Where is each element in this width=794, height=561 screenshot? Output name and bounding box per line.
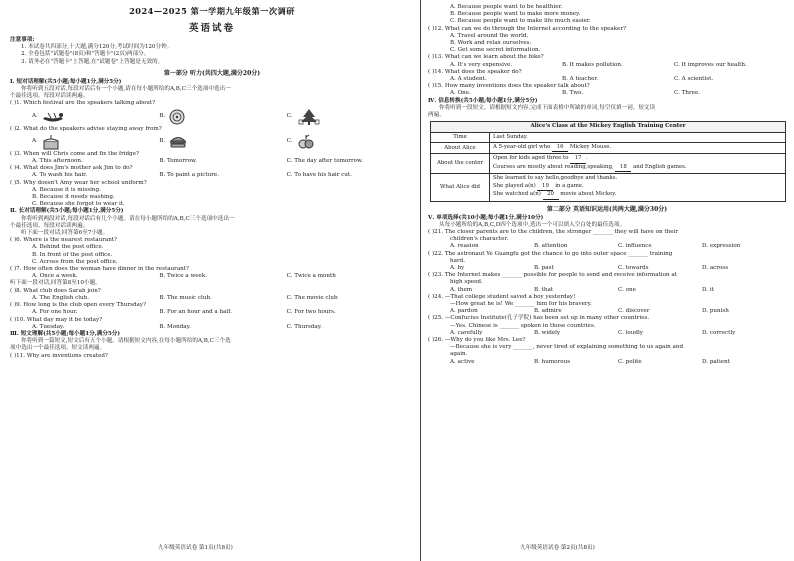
question-6-option-c: C. Across from the post office. xyxy=(32,258,118,265)
section-2-instructions: 你将听到两段对话,每段对话后有几个小题。请在每小题所给的A,B,C三个选项中选出一 xyxy=(21,215,235,222)
question-26: ( )26. —Why do you like Mrs. Lee? xyxy=(428,336,526,343)
info-table: Alice's Class at the Mickey English Training Center Time Last Sunday. About Alice A 5-year-old girl who 16 Mickey Mouse. About the center Open for kids aged three to 17 . Courses are mostly about reading,speaking, 18 and English games. What Alice did She learned to say hello,goodbye and thanks. She played a(n) 19 in a game. She watched a(n) 20 movie about Mickey. xyxy=(430,121,786,201)
note-2: 2. 全卷包括"试题卷"(8页)和"答题卡"(2页)两部分。 xyxy=(21,51,150,58)
question-23-cont: high speed. xyxy=(450,279,483,286)
blank-20[interactable]: 20 xyxy=(543,191,559,199)
question-26-options: A. active B. humorous C. polite D. patient xyxy=(450,358,730,365)
vegetables-icon xyxy=(297,134,315,150)
dragon-boat-icon xyxy=(42,110,64,124)
question-22-cont: hard. xyxy=(450,257,465,264)
question-22-options: A. by B. past C. towards D. across xyxy=(450,264,729,271)
question-11-option-b: B. Because people want to make more money. xyxy=(450,11,581,18)
question-4-options: A. To wash his hair. B. To paint a picture. C. To have his hair cut. xyxy=(32,172,352,179)
section-1-instructions: 你将听到五段对话,每段对话后有一个小题,请在每小题所给的A,B,C三个选项中选出一 xyxy=(21,86,231,93)
question-13: ( )13. What can we learn about the bike? xyxy=(428,54,544,61)
blank-19[interactable]: 19 xyxy=(537,183,553,191)
question-10-options: A. Tuesday. B. Monday. C. Thursday. xyxy=(32,323,322,330)
question-14: ( )14. What does the speaker do? xyxy=(428,68,522,75)
question-15: ( )15. How many inventions does the speaker talk about? xyxy=(428,83,590,90)
burger-icon xyxy=(169,134,187,149)
question-6: ( )6. Where is the nearest restaurant? xyxy=(10,237,118,244)
section-4-instructions-2: 两遍。 xyxy=(428,112,445,119)
exam-title: 2024—2025 第一学期九年级第一次调研 xyxy=(129,6,295,16)
part-1-heading: 第一部分 听力(共四大题,满分20分) xyxy=(163,69,261,77)
question-2: ( )2. What do the speakers advise staying away from? xyxy=(10,125,162,132)
question-24: ( )24. —That college student saved a boy yesterday! xyxy=(428,293,576,300)
question-9: ( )9. How long is the club open every Thursday? xyxy=(10,302,147,309)
question-21: ( )21. The closer parents are to the children, the stronger _______ they will have on their xyxy=(428,228,679,235)
question-15-options: A. One. B. Two. C. Three. xyxy=(450,90,701,97)
section-3-instructions-2: 项中选出一个最佳选项。短文读两遍。 xyxy=(10,345,106,352)
section-5-title: Ⅴ. 单项选择(共10小题;每小题1分,满分10分) xyxy=(428,214,544,221)
section-3-title: Ⅲ. 短文理解(共5小题;每小题1分,满分5分) xyxy=(10,330,121,337)
question-12: ( )12. What can we do through the Internet according to the speaker? xyxy=(428,25,627,32)
question-24-cont: —How great he is! We _______ him for his bravery. xyxy=(450,300,592,307)
question-26-cont-2: again. xyxy=(450,351,468,358)
exam-page-2 xyxy=(420,0,794,561)
row-label-what-alice-did: What Alice did xyxy=(431,174,490,201)
row-label-about-center: About the center xyxy=(431,154,490,174)
question-12-option-a: A. Travel around the world. xyxy=(450,32,529,39)
page-2-footer: 九年级英语试卷 第2页(共8页) xyxy=(520,545,595,551)
question-9-options: A. For one hour. B. For an hour and a half. C. For two hours. xyxy=(32,309,336,316)
question-14-options: A. A student. B. A teacher. C. A scientist. xyxy=(450,76,714,83)
question-10: ( )10. What day may it be today? xyxy=(10,316,103,323)
question-11-option-c: C. Because people want to make life much easier. xyxy=(450,18,591,25)
question-24-options: A. pardon B. admire C. discover D. punish xyxy=(450,308,729,315)
section-2-instructions-3: 听下面一段对话,回答第6至7小题。 xyxy=(21,230,109,237)
listening-instruction-2: 听下面一段对话,回答第8至10小题。 xyxy=(10,280,101,287)
section-2-instructions-2: 个最佳选项。每段对话读两遍。 xyxy=(10,222,89,229)
info-table-title: Alice's Class at the Mickey English Training Center xyxy=(431,122,786,132)
question-13-options: A. It's very expensive. B. It makes pollution. C. It improves our health. xyxy=(450,61,747,68)
exam-subtitle: 英语试卷 xyxy=(188,23,235,34)
question-1-pictures: A. B. C. xyxy=(10,108,414,126)
question-11-option-a: A. Because people want to be healthier. xyxy=(450,4,563,10)
question-1: ( )1. Which festival are the speakers talking about? xyxy=(10,100,156,107)
question-26-cont: —Because she is very _______, never tired of explaining something to us again and xyxy=(450,344,684,351)
blank-17[interactable]: 17 xyxy=(570,155,586,163)
question-23: ( )23. The Internet makes _______ possible for people to send and receive information at xyxy=(428,272,677,279)
christmas-tree-icon xyxy=(297,108,321,125)
question-5-option-a: A. Because it is missing. xyxy=(32,186,101,193)
row-label-about-alice: About Alice xyxy=(431,143,490,154)
question-5-option-b: B. Because it needs washing. xyxy=(32,194,115,201)
note-1: 1. 本试卷共四部分,十大题,满分120分,考试时间为120分钟。 xyxy=(21,44,173,51)
question-6-option-a: A. Behind the post office. xyxy=(32,244,104,251)
question-25-cont: —Yes. Chinese is _______ spoken in those countries. xyxy=(450,322,596,329)
question-25: ( )25. —Confucius Institute(孔子学院) has been set up in many other countries. xyxy=(428,315,650,322)
section-1-title: Ⅰ. 短对话理解(共5小题;每小题1分,满分5分) xyxy=(10,78,122,85)
blank-16[interactable]: 16 xyxy=(552,144,568,152)
question-3: ( )3. When will Chris come and fix the fridge? xyxy=(10,150,140,157)
section-1-instructions-2: 个最佳选项。每段对话读两遍。 xyxy=(10,93,89,100)
question-11: ( )11. Why are inventions created? xyxy=(10,352,108,359)
question-7-options: A. Once a week. B. Twice a week. C. Twice a month xyxy=(32,273,336,280)
row-label-time: Time xyxy=(431,132,490,142)
note-3: 3. 请务必在"答题卡"上答题,在"试题卷"上答题是无效的。 xyxy=(21,58,164,65)
question-22: ( )22. The astronaut Ye Guangfu got the chance to go into outer space _______ training xyxy=(428,250,673,257)
cake-icon xyxy=(42,134,60,150)
question-3-options: A. This afternoon. B. Tomorrow. C. The day after tomorrow. xyxy=(32,158,363,165)
mooncake-icon xyxy=(169,109,185,125)
question-5-option-c: C. Because she forgot to wear it. xyxy=(32,201,125,208)
page-1-footer: 九年级英语试卷 第1页(共8页) xyxy=(158,545,233,551)
blank-18[interactable]: 18 xyxy=(615,164,631,172)
section-2-title: Ⅱ. 长对话理解(共5小题;每小题1分,满分5分) xyxy=(10,208,124,215)
section-4-title: Ⅳ. 信息转换(共5小题;每小题1分,满分5分) xyxy=(428,97,538,104)
question-4: ( )4. What does Jim's mother ask Jim to do? xyxy=(10,165,133,172)
question-8: ( )8. What club does Sarah join? xyxy=(10,287,101,294)
question-21-options: A. reasion B. attention C. influence D. expression xyxy=(450,243,741,250)
section-4-instructions: 你将听到一段短文。请根据短文内容,完成下面表格中所缺的单词,每空仅填一词。短文读 xyxy=(439,104,656,111)
question-8-options: A. The English club. B. The music club. C. The movie club xyxy=(32,294,338,301)
question-6-option-b: B. In front of the post office. xyxy=(32,251,113,258)
question-25-options: A. carefully B. widely C. loudly D. correctly xyxy=(450,329,736,336)
question-12-option-c: C. Get some secret information. xyxy=(450,47,541,54)
section-5-instructions: 从每小题所给的A,B,C,D四个选项中,选出一个可以填入空白处的最佳选项。 xyxy=(439,221,626,228)
question-23-options: A. them B. that C. one D. it xyxy=(450,286,714,293)
question-7: ( )7. How often does the woman have dinner in the restaurant? xyxy=(10,266,189,273)
section-3-instructions: 你将听到一篇短文,短文后有五个小题。请根据短文内容,在每小题所给的A,B,C三个选 xyxy=(21,338,231,345)
question-12-option-b: B. Work and relax ourselves. xyxy=(450,40,532,47)
notes-heading: 注意事项: xyxy=(10,37,35,43)
part-2-heading: 第二部分 英语知识运用(共两大题,满分30分) xyxy=(546,205,668,213)
question-21-cont: children's character. xyxy=(450,236,509,243)
question-5: ( )5. Why doesn't Amy wear her school uniform? xyxy=(10,179,147,186)
question-2-pictures: A. B. C. xyxy=(10,133,414,151)
